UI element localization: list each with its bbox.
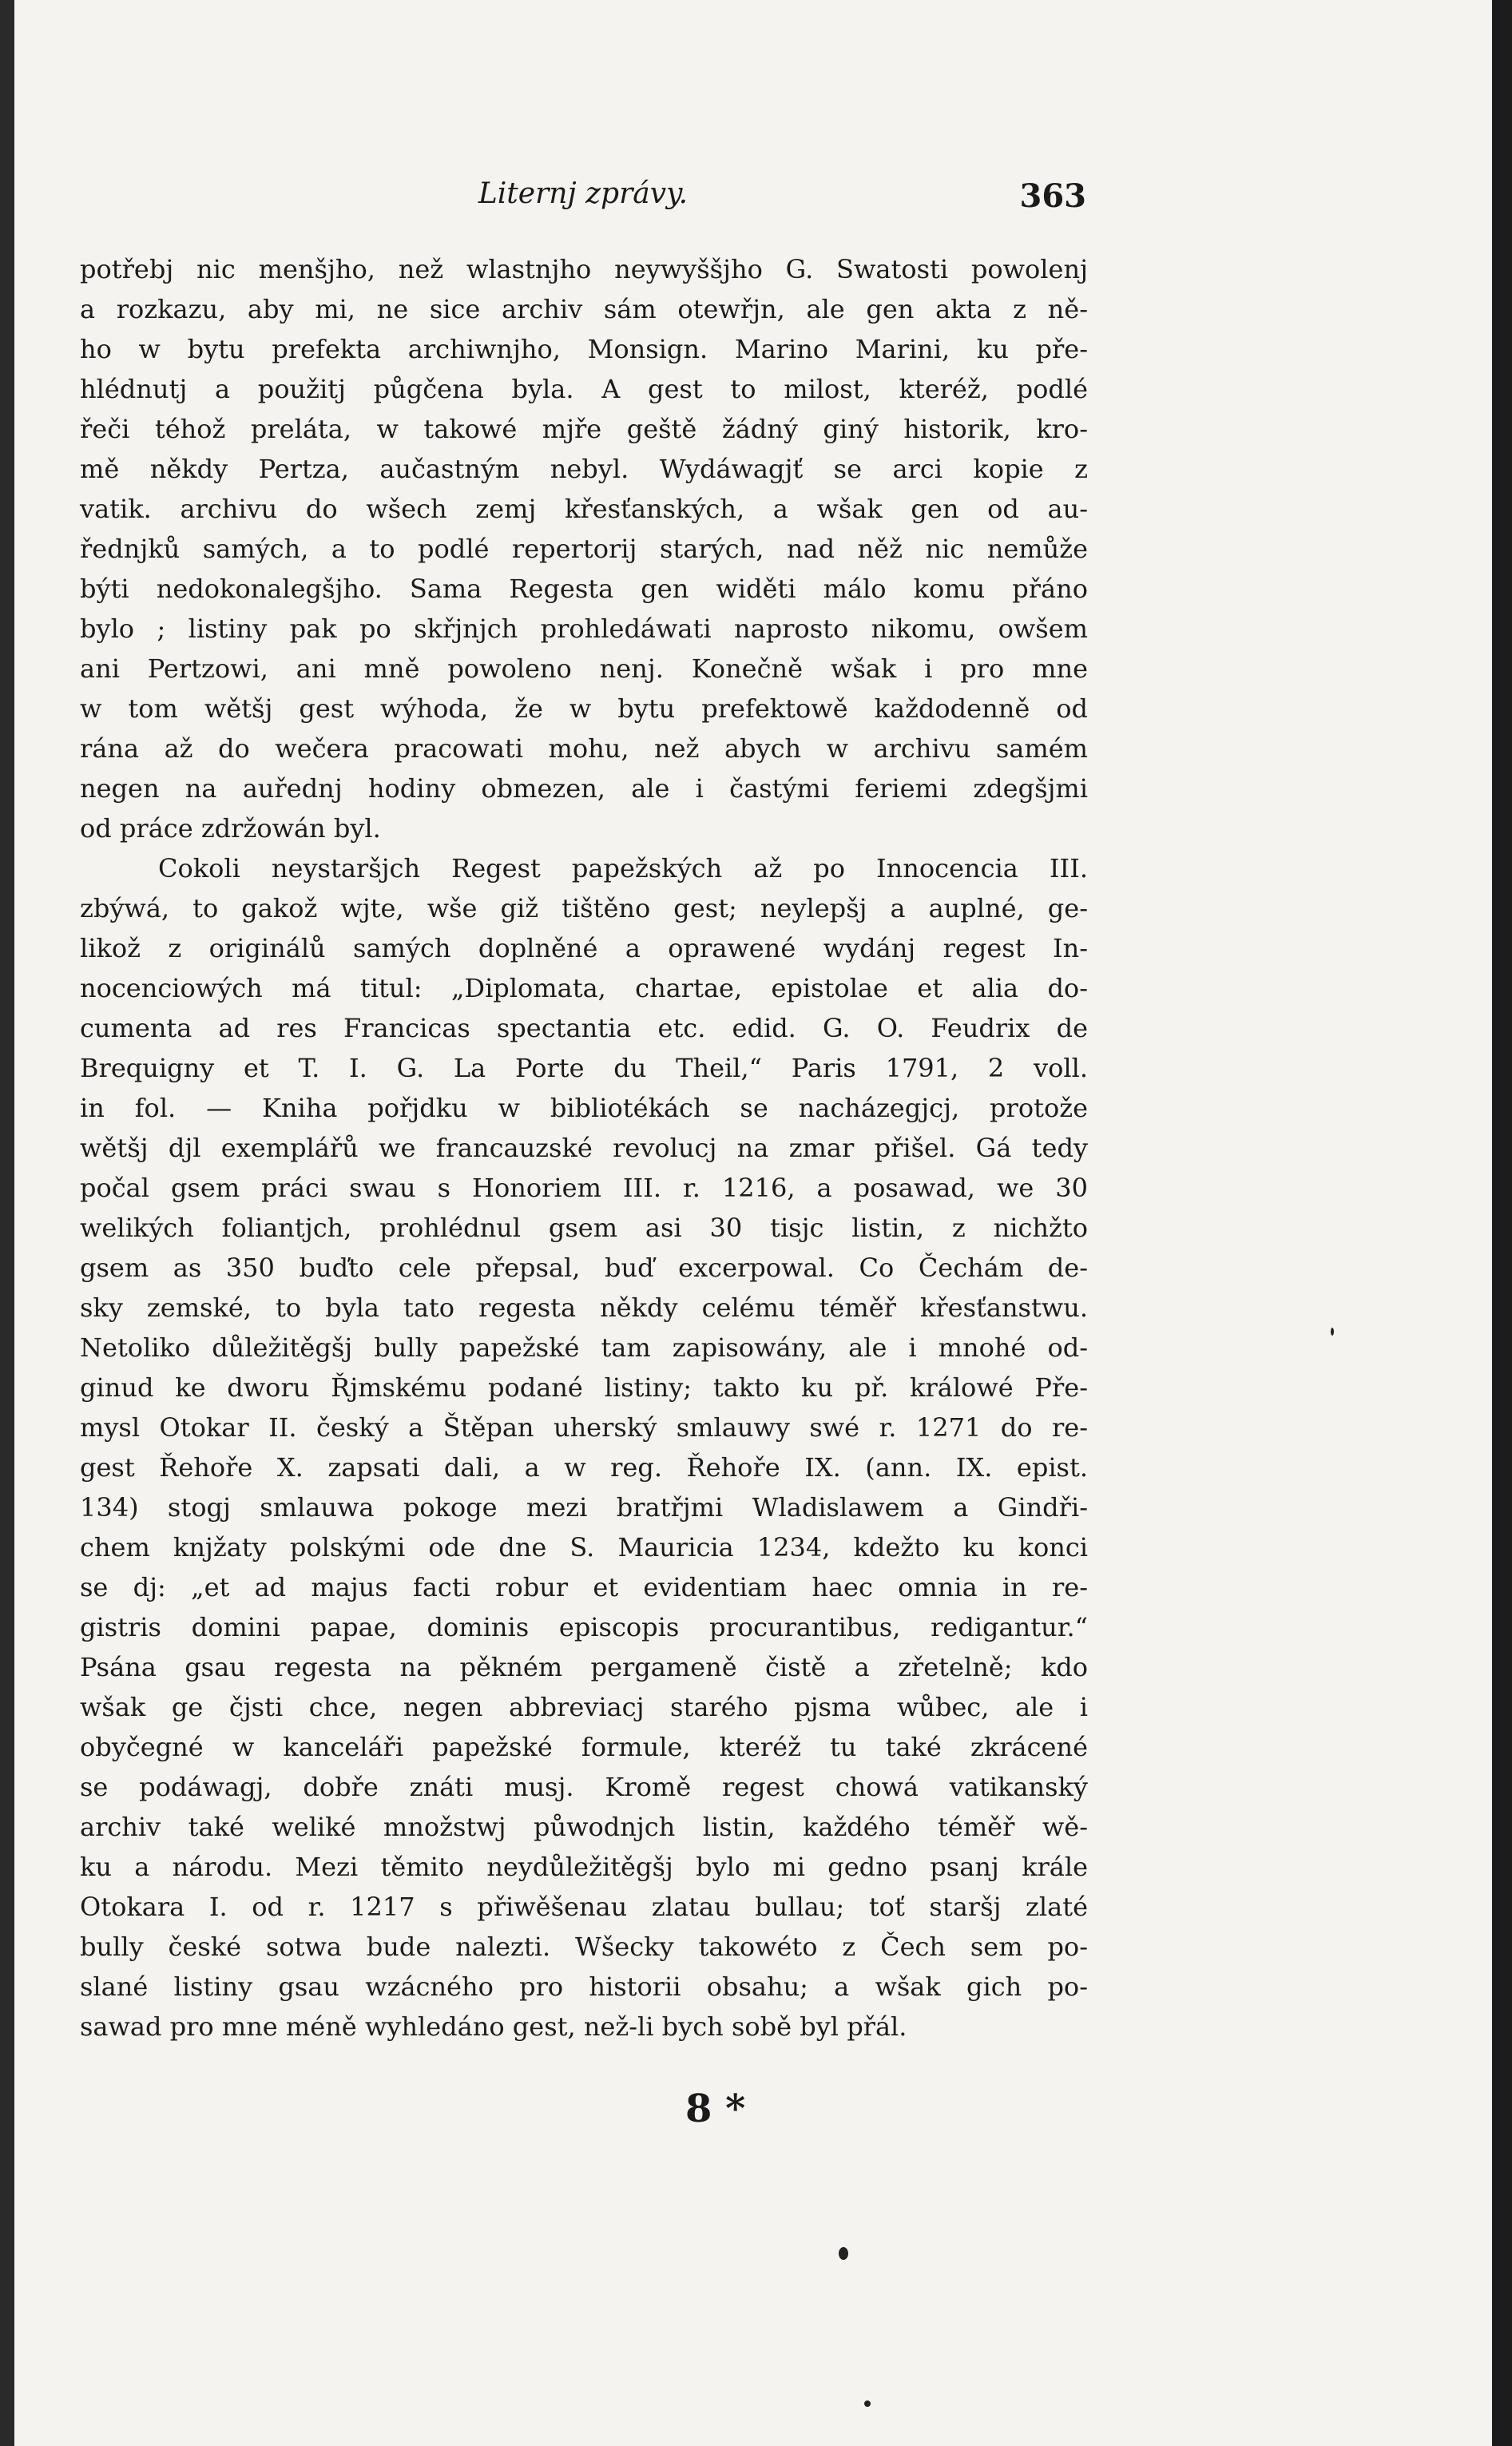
page-edge-shadow — [1492, 0, 1512, 2446]
running-title: Liternj zprávy. — [478, 177, 689, 210]
text-line: chem knjžaty polskými ode dne S. Mauricia 1234, kdežto ku konci — [80, 1532, 1088, 1563]
ink-speck — [1331, 1328, 1334, 1336]
text-line: wětšj djl exemplářů we francauzské revolucj na zmar přišel. Gá tedy — [80, 1133, 1088, 1163]
ink-speck — [864, 2400, 871, 2407]
text-line: se dj: „et ad majus facti robur et evidentiam haec omnia in re- — [80, 1572, 1088, 1602]
text-line: Netoliko důležitěgšj bully papežské tam zapisowány, ale i mnohé od- — [80, 1332, 1088, 1363]
page-number: 363 — [1019, 177, 1086, 215]
text-line: ku a národu. Mezi těmito neydůležitěgšj bylo mi gedno psanj krále — [80, 1852, 1088, 1882]
text-line: 134) stogj smlauwa pokoge mezi bratřjmi Wladislawem a Gindři- — [80, 1492, 1088, 1523]
text-line: ginud ke dworu Řjmskému podané listiny; takto ku př. králowé Pře- — [80, 1372, 1088, 1403]
text-line: a rozkazu, aby mi, ne sice archiv sám otewřjn, ale gen akta z ně- — [80, 294, 1088, 324]
signature-mark: 8 * — [685, 2087, 746, 2131]
text-line: sawad pro mne méně wyhledáno gest, než-li bych sobě byl přál. — [80, 2011, 907, 2042]
text-line: nocenciowých má titul: „Diplomata, chartae, epistolae et alia do- — [80, 973, 1088, 1003]
body-text — [80, 249, 1088, 2047]
text-line: ani Pertzowi, ani mně powoleno nenj. Konečně wšak i pro mne — [80, 653, 1088, 684]
text-line: archiv také weliké množstwj půwodnjch listin, každého téměř wě- — [80, 1812, 1088, 1842]
text-line: gest Řehoře X. zapsati dali, a w reg. Řehoře IX. (ann. IX. epist. — [80, 1452, 1088, 1483]
text-line: in fol. — Kniha pořjdku w bibliotékách se nacházegjcj, protože — [80, 1093, 1088, 1123]
text-line: řednjků samých, a to podlé repertorij starých, nad něž nic nemůže — [80, 534, 1088, 564]
text-line: mě někdy Pertza, aučastným nebyl. Wydáwagjť se arci kopie z — [80, 454, 1088, 484]
text-line: Psána gsau regesta na pěkném pergameně čistě a zřetelně; kdo — [80, 1652, 1088, 1682]
text-line: počal gsem práci swau s Honoriem III. r. 1216, a posawad, we 30 — [80, 1173, 1088, 1203]
text-line: vatik. archivu do wšech zemj křesťanských, a wšak gen od au- — [80, 494, 1088, 524]
text-line: likož z originálů samých doplněné a oprawené wydánj regest In- — [80, 933, 1088, 963]
text-line: bully české sotwa bude nalezti. Wšecky takowéto z Čech sem po- — [80, 1932, 1088, 1962]
text-line: mysl Otokar II. český a Štěpan uherský smlauwy swé r. 1271 do re- — [80, 1412, 1088, 1443]
text-line: w tom wětšj gest wýhoda, že w bytu prefektowě každodenně od — [80, 693, 1088, 724]
text-line: hlédnutj a použitj půgčena byla. A gest to milost, kteréž, podlé — [80, 374, 1088, 404]
text-line: řeči téhož preláta, w takowé mjře geště žádný giný historik, kro- — [80, 414, 1088, 444]
text-line: welikých foliantjch, prohlédnul gsem asi 30 tisjc listin, z nichžto — [80, 1213, 1088, 1243]
text-line: se podáwagj, dobře znáti musj. Kromě regest chowá vatikanský — [80, 1772, 1088, 1802]
text-line: sky zemské, to byla tato regesta někdy celému téměř křesťanstwu. — [80, 1292, 1088, 1323]
book-spine-shadow — [0, 0, 14, 2446]
text-line: bylo ; listiny pak po skřjnjch prohledáwati naprosto nikomu, owšem — [80, 613, 1088, 644]
text-line: negen na auřednj hodiny obmezen, ale i častými feriemi zdegšjmi — [80, 773, 1088, 804]
text-line: gistris domini papae, dominis episcopis procurantibus, redigantur.“ — [80, 1612, 1088, 1642]
text-line: cumenta ad res Francicas spectantia etc. edid. G. O. Feudrix de — [80, 1013, 1088, 1043]
text-line: gsem as 350 buďto cele přepsal, buď excerpowal. Co Čechám de- — [80, 1253, 1088, 1283]
text-line: zbýwá, to gakož wjte, wše giž tištěno gest; neylepšj a auplné, ge- — [80, 893, 1088, 923]
paragraph-end-line: od práce zdržowán byl. — [80, 813, 381, 844]
paragraph-start-line: Cokoli neystaršjch Regest papežských až po Innocencia III. — [158, 853, 1088, 883]
text-line: slané listiny gsau wzácného pro historii obsahu; a wšak gich po- — [80, 1971, 1088, 2002]
text-line: potřebj nic menšjho, než wlastnjho neywyššjho G. Swatosti powolenj — [80, 254, 1088, 284]
text-line: obyčegné w kanceláři papežské formule, kteréž tu také zkrácené — [80, 1732, 1088, 1762]
text-line: Brequigny et T. I. G. La Porte du Theil,“ Paris 1791, 2 voll. — [80, 1053, 1088, 1083]
text-line: Otokara I. od r. 1217 s přiwěšenau zlatau bullau; toť staršj zlaté — [80, 1892, 1088, 1922]
ink-speck — [839, 2247, 848, 2260]
page-header — [80, 177, 1086, 225]
text-line: ho w bytu prefekta archiwnjho, Monsign. Marino Marini, ku pře- — [80, 334, 1088, 364]
text-line: wšak ge čjsti chce, negen abbreviacj starého pjsma wůbec, ale i — [80, 1692, 1088, 1722]
text-line: býti nedokonalegšjho. Sama Regesta gen widěti málo komu přáno — [80, 574, 1088, 604]
text-line: rána až do wečera pracowati mohu, než abych w archivu samém — [80, 733, 1088, 764]
